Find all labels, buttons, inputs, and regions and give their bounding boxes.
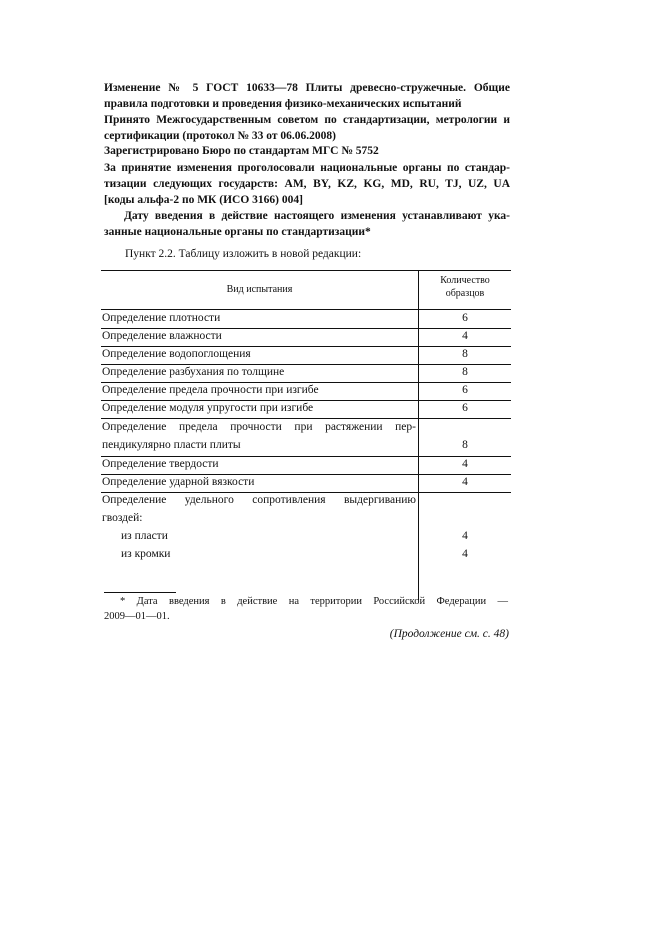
adopted-by-line-1: Принято Межгосударственным советом по стандартизации, метрологии и [104, 114, 510, 126]
footnote-line-1: * Дата введения в действие на территории Российской Федерации — [120, 596, 508, 607]
footnote-separator [104, 592, 176, 593]
effective-date-line-2: занные национальные органы по стандартизации* [104, 226, 371, 238]
table-rule-header [101, 309, 511, 310]
adopted-by-line-2: сертификации (протокол № 33 от 06.06.2008) [104, 130, 337, 142]
amendment-title-line-1: Изменение № 5 ГОСТ 10633—78 Плиты древесно-стружечные. Общие [104, 82, 510, 94]
table-row-rule [101, 346, 511, 347]
amendment-title [104, 80, 510, 112]
table-subrow-name: из кромки [121, 548, 171, 560]
amendment-title-line-2: правила подготовки и проведения физико-механических испытаний [104, 98, 462, 110]
table-row-count: 8 [462, 348, 468, 360]
table-subrow-count: 4 [462, 548, 468, 560]
table-row-count: 6 [462, 384, 468, 396]
voting-states-line-3: [коды альфа-2 по МК (ИСО 3166) 004] [104, 194, 303, 206]
voting-states [104, 160, 510, 208]
table-row-name: Определение плотности [102, 312, 221, 324]
registered-line: Зарегистрировано Бюро по стандартам МГС № 5752 [104, 145, 379, 157]
table-row-name: Определение водопоглощения [102, 348, 251, 360]
table-row-count: 4 [462, 458, 468, 470]
continuation-note: (Продолжение см. с. 48) [389, 628, 509, 640]
table-row-rule [101, 328, 511, 329]
table-subrow-name: из пласти [121, 530, 168, 542]
table-row-name: Определение разбухания по толщине [102, 366, 285, 378]
table-row-rule [101, 382, 511, 383]
table-row-name: Определение твердости [102, 458, 219, 470]
table-row-name: Определение ударной вязкости [102, 476, 255, 488]
table-row-count: 4 [462, 476, 468, 488]
table-row-rule [101, 400, 511, 401]
table-row-count: 6 [462, 312, 468, 324]
footnote [104, 594, 508, 624]
voting-states-line-1: За принятие изменения проголосовали национальные органы по стандар- [104, 162, 510, 174]
table-row-rule [101, 418, 511, 419]
table-subrow-count: 4 [462, 530, 468, 542]
table-row-rule [101, 456, 511, 457]
table-row-count: 8 [462, 366, 468, 378]
voting-states-line-2: тизации следующих государств: AM, BY, KZ, KG, MD, RU, TJ, UZ, UA [104, 178, 510, 190]
table-row-rule [101, 474, 511, 475]
table-row-count: 8 [462, 439, 468, 451]
table-row-name: Определение удельного сопротивления выдергиванию [102, 494, 416, 506]
table-row-name-cont: гвоздей: [102, 512, 143, 524]
column-header-sample-count [419, 274, 511, 300]
registered [104, 143, 510, 159]
table-intro: Пункт 2.2. Таблицу изложить в новой редакции: [125, 248, 362, 260]
effective-date-line-1: Дату введения в действие настоящего изменения устанавливают ука- [124, 210, 510, 222]
table-row-rule [101, 492, 511, 493]
table-row-name: Определение модуля упругости при изгибе [102, 402, 314, 414]
table-row-count: 4 [462, 330, 468, 342]
table-row-name: Определение влажности [102, 330, 222, 342]
table-row-name: Определение предела прочности при растяжении пер- [102, 421, 416, 433]
table-row-name-cont: пендикулярно пласти плиты [102, 439, 241, 451]
effective-date-note [104, 208, 510, 240]
table-row-count: 6 [462, 402, 468, 414]
table-rule-top [101, 270, 511, 271]
adopted-by [104, 112, 510, 144]
column-header-test-type: Вид испытания [226, 284, 293, 295]
table-row-name: Определение предела прочности при изгибе [102, 384, 319, 396]
table-row-rule [101, 364, 511, 365]
column-header-count-line-1: Количество [440, 275, 490, 286]
footnote-line-2: 2009—01—01. [104, 611, 170, 622]
column-header-count-line-2: образцов [445, 288, 485, 299]
